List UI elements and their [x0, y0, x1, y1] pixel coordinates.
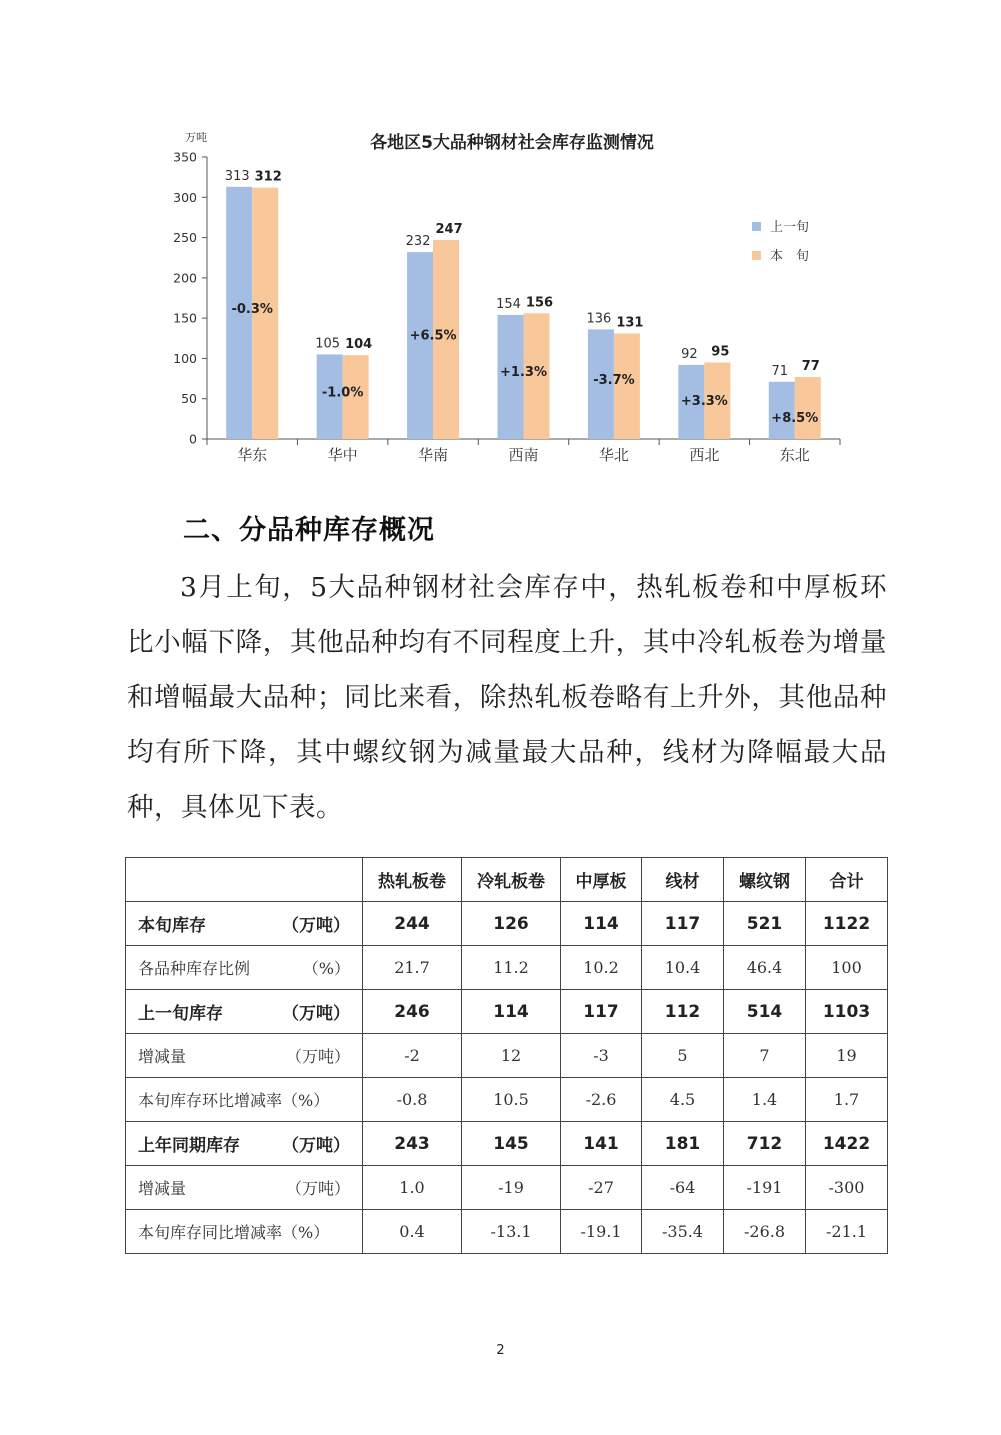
x-tick-label: 华北: [598, 446, 629, 464]
table-cell: 181: [642, 1122, 724, 1166]
bar-value-current: 156: [525, 295, 554, 311]
table-cell: 1122: [806, 902, 888, 946]
row-label-cell: [126, 1078, 363, 1122]
col-header: 线材: [642, 858, 724, 902]
section-heading: 二、分品种库存概况: [183, 515, 435, 546]
table-row: [126, 1122, 888, 1166]
table-row: [126, 990, 888, 1034]
table-cell: 246: [363, 990, 462, 1034]
y-tick-label: 100: [173, 350, 197, 366]
table-cell: -19.1: [561, 1210, 642, 1254]
row-label: 上年同期库存: [138, 1136, 240, 1156]
row-unit: （%）: [302, 959, 350, 978]
table-row: [126, 1210, 888, 1254]
row-label: 本旬库存同比增减率（%）: [138, 1223, 330, 1242]
row-label-cell: [126, 1034, 363, 1078]
table-cell: 712: [724, 1122, 806, 1166]
table-cell: 112: [642, 990, 724, 1034]
x-tick-label: 西南: [508, 446, 539, 464]
table-cell: 21.7: [363, 946, 462, 990]
table-cell: 46.4: [724, 946, 806, 990]
row-unit: （万吨）: [285, 1179, 350, 1198]
legend-label-current: 本 旬: [770, 249, 810, 264]
table-cell: 117: [561, 990, 642, 1034]
table-row: [126, 946, 888, 990]
row-label: 本旬库存: [138, 916, 206, 936]
table-cell: -35.4: [642, 1210, 724, 1254]
row-unit: （万吨）: [282, 1136, 350, 1156]
row-unit: （万吨）: [282, 1004, 350, 1024]
y-tick-label: 200: [173, 270, 197, 286]
bar-value-current: 77: [801, 358, 820, 374]
table-cell: -3: [561, 1034, 642, 1078]
legend-label-previous: 上一旬: [770, 220, 810, 235]
bar-value-current: 95: [711, 344, 730, 360]
table-row: [126, 1078, 888, 1122]
table-cell: 100: [806, 946, 888, 990]
x-tick-label: 华南: [418, 446, 449, 464]
table-cell: 117: [642, 902, 724, 946]
table-cell: 0.4: [363, 1210, 462, 1254]
table-cell: 514: [724, 990, 806, 1034]
table-cell: 114: [462, 990, 561, 1034]
table-cell: 114: [561, 902, 642, 946]
table-header-row: [126, 858, 888, 902]
y-tick-label: 350: [173, 149, 197, 165]
table-cell: 5: [642, 1034, 724, 1078]
table-cell: 243: [363, 1122, 462, 1166]
table-cell: -26.8: [724, 1210, 806, 1254]
bar-value-current: 312: [254, 169, 282, 185]
table-cell: 1.0: [363, 1166, 462, 1210]
inventory-bar-chart: [0, 0, 1001, 480]
row-label: 增减量: [138, 1179, 187, 1198]
table-cell: 10.2: [561, 946, 642, 990]
table-cell: -191: [724, 1166, 806, 1210]
table-cell: 1.4: [724, 1078, 806, 1122]
change-label: -3.7%: [593, 373, 635, 389]
change-label: +8.5%: [771, 410, 819, 426]
col-header: 冷轧板卷: [462, 858, 561, 902]
bar-value-current: 104: [345, 337, 373, 353]
table-corner-cell: [126, 858, 363, 902]
bar-value-previous: 136: [586, 311, 612, 327]
bar-previous: [407, 252, 433, 439]
table-cell: 244: [363, 902, 462, 946]
row-unit: （万吨）: [282, 916, 350, 936]
legend-swatch-previous: [752, 222, 761, 231]
table-cell: 521: [724, 902, 806, 946]
table-cell: 4.5: [642, 1078, 724, 1122]
row-label: 增减量: [138, 1047, 187, 1066]
table-cell: 141: [561, 1122, 642, 1166]
y-tick-label: 50: [181, 391, 197, 407]
bar-value-previous: 105: [315, 336, 341, 352]
table-cell: -64: [642, 1166, 724, 1210]
col-header: 合计: [806, 858, 888, 902]
table-cell: 12: [462, 1034, 561, 1078]
table-row: [126, 902, 888, 946]
y-tick-label: 150: [173, 310, 197, 326]
y-axis-unit: 万吨: [185, 131, 207, 144]
row-label-cell: [126, 902, 363, 946]
chart-title: 各地区5大品种钢材社会库存监测情况: [370, 133, 654, 153]
table-cell: 7: [724, 1034, 806, 1078]
table-cell: -0.8: [363, 1078, 462, 1122]
bar-value-current: 131: [616, 315, 644, 331]
row-unit: （万吨）: [285, 1047, 350, 1066]
row-label: 各品种库存比例: [138, 959, 251, 978]
change-label: +3.3%: [680, 393, 728, 409]
bar-value-current: 247: [435, 221, 463, 237]
inventory-table: [125, 857, 888, 1254]
table-cell: -2.6: [561, 1078, 642, 1122]
col-header: 中厚板: [561, 858, 642, 902]
x-tick-label: 华中: [327, 446, 358, 464]
table-cell: -19: [462, 1166, 561, 1210]
row-label-cell: [126, 1210, 363, 1254]
table-cell: 10.4: [642, 946, 724, 990]
page-number: 2: [496, 1343, 505, 1358]
row-label-cell: [126, 1122, 363, 1166]
col-header: 热轧板卷: [363, 858, 462, 902]
bar-value-previous: 154: [496, 296, 521, 312]
y-tick-label: 300: [173, 189, 197, 205]
bar-value-previous: 232: [405, 234, 431, 250]
change-label: +6.5%: [409, 328, 457, 344]
table-cell: -27: [561, 1166, 642, 1210]
table-cell: 126: [462, 902, 561, 946]
bar-value-previous: 92: [681, 346, 698, 362]
bar-value-previous: 71: [771, 363, 789, 379]
table-cell: 10.5: [462, 1078, 561, 1122]
change-label: +1.3%: [500, 365, 547, 381]
table-cell: 1.7: [806, 1078, 888, 1122]
x-tick-label: 西北: [689, 446, 720, 464]
row-label: 上一旬库存: [138, 1004, 223, 1024]
row-label-cell: [126, 946, 363, 990]
row-label-cell: [126, 1166, 363, 1210]
table-row: [126, 1166, 888, 1210]
bar-value-previous: 313: [224, 168, 250, 184]
x-tick-label: 华东: [237, 446, 268, 464]
table-cell: -21.1: [806, 1210, 888, 1254]
x-tick-label: 东北: [779, 446, 810, 464]
row-label-cell: [126, 990, 363, 1034]
bar-current: [795, 377, 821, 439]
table-cell: -300: [806, 1166, 888, 1210]
row-label: 本旬库存环比增减率（%）: [138, 1091, 330, 1110]
table-cell: -2: [363, 1034, 462, 1078]
change-label: -1.0%: [321, 385, 364, 401]
table-cell: 11.2: [462, 946, 561, 990]
table-cell: 19: [806, 1034, 888, 1078]
table-row: [126, 1034, 888, 1078]
table-cell: 145: [462, 1122, 561, 1166]
y-tick-label: 0: [189, 431, 197, 447]
summary-paragraph: 3月上旬，5大品种钢材社会库存中，热轧板卷和中厚板环比小幅下降，其他品种均有不同程度上升，其中冷轧板卷为增量和增幅最大品种；同比来看，除热轧板卷略有上升外，其他品种均有所下降，其中螺纹钢为减量最大品种，线材为降幅最大品种，具体见下表。: [127, 572, 887, 823]
change-label: -0.3%: [231, 301, 273, 317]
y-tick-label: 250: [173, 230, 197, 246]
col-header: 螺纹钢: [724, 858, 806, 902]
table-cell: -13.1: [462, 1210, 561, 1254]
legend-swatch-current: [752, 251, 761, 260]
table-cell: 1103: [806, 990, 888, 1034]
table-cell: 1422: [806, 1122, 888, 1166]
